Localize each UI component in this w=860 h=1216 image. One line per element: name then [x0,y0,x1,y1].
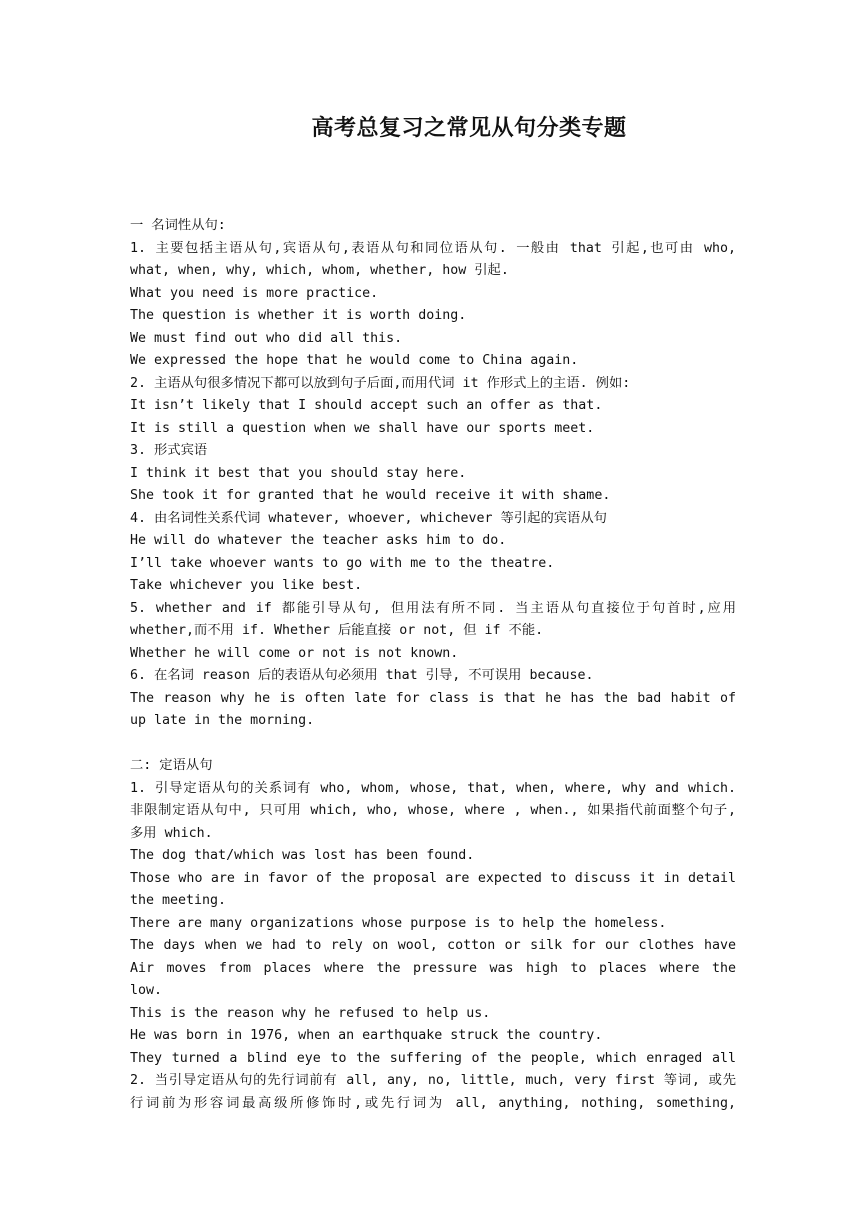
text-line: We expressed the hope that he would come to China again. [130,353,579,368]
text-line: The question is whether it is worth doing. [130,308,467,323]
document-title: 高考总复习之常见从句分类专题 [311,115,627,141]
text-line: low. [130,983,163,998]
text-line: We must find out who did all this. [130,330,403,346]
text-line: 4. 由名词性关系代词 whatever, whoever, whichever 等引起的宾语从句 [130,510,607,526]
text-line: 非限制定语从句中, 只可用 which, who, whose, where , when., 如果指代前面整个句子, [130,803,736,818]
text-line: Take whichever you like best. [130,578,363,593]
text-line: I’ll take whoever wants to go with me to the theatre. [130,555,555,571]
text-line: She took it for granted that he would receive it with shame. [130,488,611,503]
text-line: Air moves from places where the pressure was high to places where the [130,960,736,976]
text-line: 多用 which. [130,825,213,841]
text-line: They turned a blind eye to the suffering of the people, which enraged all [130,1050,736,1066]
text-line: This is the reason why he refused to help us. [130,1005,491,1021]
text-line: It isn’t likely that I should accept such an offer as that. [130,398,603,413]
text-line: 2. 主语从句很多情况下都可以放到句子后面,而用代词 it 作形式上的主语. 例如: [130,375,631,391]
text-line: what, when, why, which, whom, whether, how 引起. [130,263,509,278]
text-line: 1. 引导定语从句的关系词有 who, whom, whose, that, when, where, why and which. [130,780,736,796]
text-line: What you need is more practice. [130,285,379,301]
text-line: 5. whether and if 都能引导从句, 但用法有所不同. 当主语从句直接位于句首时,应用 [130,600,736,616]
text-line: 一 名词性从句: [130,218,226,233]
text-line: It is still a question when we shall have our sports meet. [130,420,595,436]
text-line: There are many organizations whose purpose is to help the homeless. [130,915,667,931]
text-line: 2. 当引导定语从句的先行词前有 all, any, no, little, much, very first 等词, 或先 [130,1073,736,1088]
text-line: The reason why he is often late for class is that he has the bad habit of [130,690,736,706]
text-line: He will do whatever the teacher asks him to do. [130,533,507,548]
text-line: 3. 形式宾语 [130,443,208,458]
text-line: whether,而不用 if. Whether 后能直接 or not, 但 if 不能. [130,623,544,638]
text-line: Whether he will come or not is not known. [130,645,459,661]
text-line: 二: 定语从句 [130,758,213,773]
text-line: 1. 主要包括主语从句,宾语从句,表语从句和同位语从句. 一般由 that 引起,也可由 who, [130,240,736,256]
text-line: The dog that/which was lost has been found. [130,848,475,863]
text-line: Those who are in favor of the proposal are expected to discuss it in detail [130,870,736,886]
text-line: up late in the morning. [130,713,315,728]
blank-line [130,733,736,756]
text-line: the meeting. [130,893,227,908]
text-line: The days when we had to rely on wool, cotton or silk for our clothes have [130,938,736,953]
text-line: I think it best that you should stay here. [130,465,467,481]
text-line: 6. 在名词 reason 后的表语从句必须用 that 引导, 不可误用 because. [130,668,594,683]
text-line: He was born in 1976, when an earthquake struck the country. [130,1028,603,1043]
document-body [130,215,736,1115]
text-line: 行词前为形容词最高级所修饰时,或先行词为 all, anything, nothing, something, [130,1095,736,1111]
